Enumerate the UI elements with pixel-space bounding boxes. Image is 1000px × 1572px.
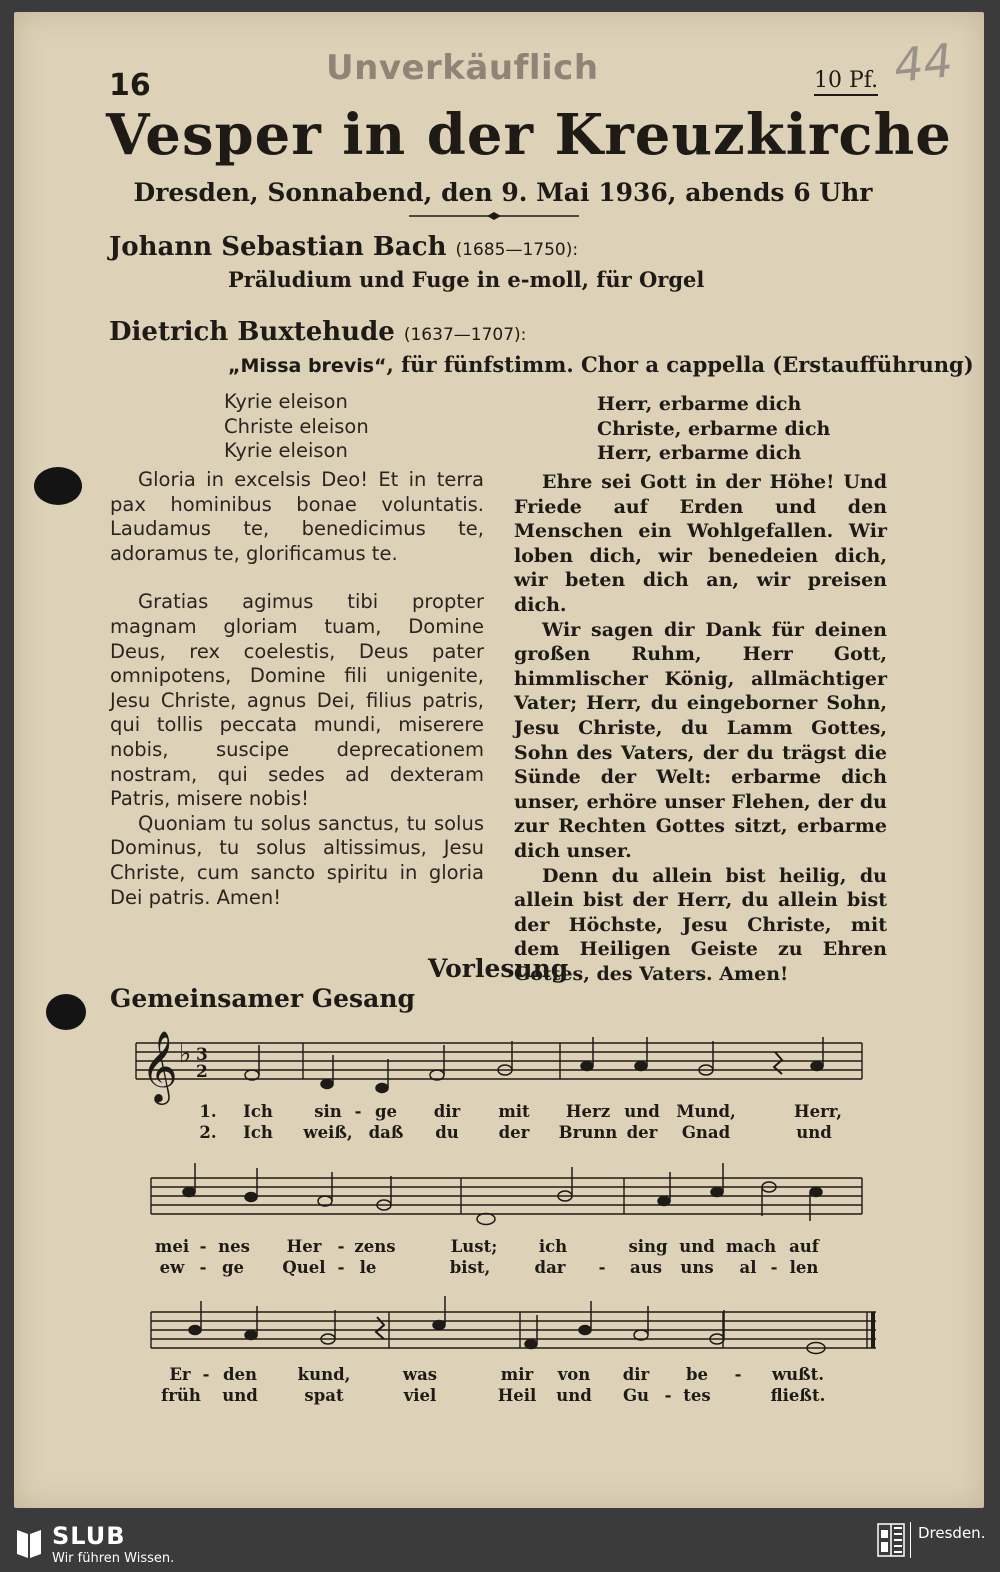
gloria-latin: [110, 468, 484, 910]
lyric-syllable: -: [664, 1386, 672, 1405]
lyric-syllable: ich: [538, 1237, 568, 1256]
lyric-syllable: -: [199, 1237, 207, 1256]
lyric-syllable: le: [359, 1258, 377, 1277]
lyric-syllable: aus: [630, 1258, 662, 1277]
price: 10 Pf.: [814, 68, 878, 96]
composer-bach: [109, 232, 578, 262]
footer-bar: [0, 1516, 1000, 1572]
lyric-syllable: Herr,: [793, 1102, 843, 1121]
staff-3-notes: [189, 1296, 825, 1354]
work-buxtehude: [228, 352, 974, 377]
staff-2-notes: [183, 1163, 822, 1225]
slub-brand[interactable]: SLUB: [52, 1522, 126, 1550]
lyric-syllable: der: [626, 1123, 658, 1142]
page-subtitle: Dresden, Sonnabend, den 9. Mai 1936, abends 6 Uhr: [133, 178, 873, 207]
lyric-syllable: bist,: [449, 1258, 491, 1277]
lyric-syllable: Mund,: [676, 1102, 736, 1121]
work-bach: Präludium und Fuge in e-moll, für Orgel: [228, 267, 705, 292]
gloria-german: [514, 470, 887, 986]
lyric-syllable: be: [685, 1365, 709, 1384]
composer-name: Dietrich Buxtehude: [109, 317, 395, 347]
lyric-syllable: und: [796, 1123, 832, 1142]
document-page: [14, 12, 984, 1508]
lyric-syllable: ew: [159, 1258, 185, 1277]
lyric-syllable: -: [202, 1365, 210, 1384]
lyric-syllable: Brunn: [558, 1123, 618, 1142]
reading-heading: Vorlesung: [428, 954, 569, 983]
german-paragraph: Ehre sei Gott in der Höhe! Und Friede auf Erden und den Menschen ein Wohlgefallen. Wir loben dich, wir benedeien dich, wir beten dich an, wir preisen dich.: [514, 471, 887, 616]
lyric-syllable: und: [556, 1386, 592, 1405]
lyric-syllable: dir: [433, 1102, 461, 1121]
lyric-syllable: Quel: [282, 1258, 326, 1277]
text-line: Kyrie eleison: [224, 390, 348, 413]
lyric-syllable: ge: [221, 1258, 245, 1277]
lyric-syllable: nes: [218, 1237, 250, 1256]
lyric-syllable: mit: [498, 1102, 530, 1121]
slub-tagline: Wir führen Wissen.: [52, 1551, 175, 1566]
lyric-syllable: al: [739, 1258, 757, 1277]
treble-clef-icon: 𝄞: [141, 1029, 178, 1102]
lyric-syllable: uns: [680, 1258, 714, 1277]
text-line: Herr, erbarme dich: [597, 393, 802, 415]
staff-3: [151, 1312, 876, 1348]
lyric-syllable: du: [435, 1123, 459, 1142]
composer-years: (1637—1707):: [403, 325, 527, 345]
unverkaeuflich-stamp: Unverkäuflich: [326, 48, 599, 88]
lyric-syllable: und: [679, 1237, 715, 1256]
staff-1-notes: [245, 1037, 823, 1093]
composer-years: (1685—1750):: [455, 240, 579, 260]
german-paragraph: Denn du allein bist heilig, du allein bist der Herr, du allein bist der Höchste, Jesu Christe, mit dem Heiligen Geiste zu Ehren Gottes, des Vaters. Amen!: [514, 864, 887, 985]
lyric-syllable: Herz: [565, 1102, 611, 1121]
lyric-syllable: auf: [789, 1237, 819, 1256]
slub-logo-icon: [14, 1526, 44, 1560]
lyric-syllable: mir: [500, 1365, 534, 1384]
lyric-syllable: mei: [154, 1237, 190, 1256]
flat-sign-icon: ♭: [179, 1039, 192, 1069]
work-description: , für fünfstimm. Chor a cappella (Erstaufführung): [386, 352, 974, 377]
lyric-syllable: weiß,: [303, 1123, 353, 1142]
handwritten-number: 44: [891, 33, 956, 93]
kyrie-german: [597, 392, 897, 466]
composer-name: Johann Sebastian Bach: [109, 232, 447, 262]
german-paragraph: Wir sagen dir Dank für deinen großen Ruhm, Herr Gott, himmlischer König, allmächtiger Vater; Herr, du eingeborner Sohn, Jesu Christe, du Lamm Gottes, Sohn des Vaters, der du trägst die Sünde der Welt: erbarme dich unser, erhöre unser Flehen, der du zur Rechten Gottes sitzt, erbarme dich unser.: [514, 618, 887, 862]
music-notation: [129, 1017, 879, 1417]
lyric-syllable: dar: [534, 1258, 566, 1277]
kyrie-latin: [224, 390, 464, 464]
composer-buxtehude: [109, 317, 526, 347]
latin-paragraph: Gratias agimus tibi propter magnam gloriam tuam, Domine Deus, rex coelestis, Deus pater omnipotens, Domine fili unigenite, Jesu Christe, agnus Dei, filius patris, qui tollis peccata mundi, miserere nobis, suscipe deprecationem nostram, qui sedes ad dexteram Patris, misere nobis!: [110, 590, 484, 811]
lyric-syllable: kund,: [297, 1365, 351, 1384]
lyric-syllable: und: [222, 1386, 258, 1405]
latin-paragraph: Quoniam tu solus sanctus, tu solus Dominus, tu solus altissimus, Jesu Christe, cum sancto spiritu in gloria Dei patris. Amen!: [110, 811, 484, 909]
lyric-syllable: Lust;: [450, 1237, 498, 1256]
lyric-syllable: von: [557, 1365, 591, 1384]
lyric-syllable: -: [598, 1258, 606, 1277]
lyric-syllable: Her: [286, 1237, 322, 1256]
lyric-syllable: und: [624, 1102, 660, 1121]
lyric-syllable: Gnad: [681, 1123, 731, 1142]
lyric-syllable: fließt.: [770, 1386, 826, 1405]
lyric-syllable: sing: [628, 1237, 668, 1256]
hymn-heading: Gemeinsamer Gesang: [110, 984, 415, 1013]
punch-hole: [34, 467, 82, 505]
lyric-syllable: Ich: [243, 1123, 273, 1142]
verse-number: 2.: [199, 1123, 217, 1142]
lyric-syllable: wußt.: [771, 1365, 825, 1384]
lyric-syllable: -: [354, 1102, 362, 1121]
lyric-syllable: früh: [161, 1386, 201, 1405]
lyric-syllable: Gu: [622, 1386, 650, 1405]
lyric-syllable: tes: [683, 1386, 711, 1405]
text-line: Christe, erbarme dich: [597, 417, 831, 440]
lyric-syllable: -: [770, 1258, 778, 1277]
lyric-syllable: daß: [368, 1123, 404, 1142]
page-number: 16: [109, 68, 151, 103]
lyric-syllable: ge: [374, 1102, 398, 1121]
time-signature-bottom: 2: [196, 1062, 208, 1082]
dresden-logo-text[interactable]: Dresden.: [918, 1524, 986, 1542]
time-signature-top: 3: [196, 1045, 208, 1065]
dresden-coat-of-arms-icon: [876, 1522, 906, 1558]
text-line: Herr, erbarme dich: [597, 442, 802, 465]
work-title: „Missa brevis“: [228, 355, 387, 377]
lyric-syllable: dir: [622, 1365, 650, 1384]
lyric-syllable: -: [199, 1258, 207, 1277]
lyric-syllable: viel: [403, 1386, 437, 1405]
lyric-syllable: -: [734, 1365, 742, 1384]
lyric-syllable: Er: [169, 1365, 191, 1384]
lyric-syllable: sin: [314, 1102, 342, 1121]
lyric-syllable: -: [337, 1237, 345, 1256]
latin-paragraph: Gloria in excelsis Deo! Et in terra pax hominibus bonae voluntatis. Laudamus te, benedicimus te, adoramus te, glorificamus te.: [110, 468, 484, 565]
lyric-syllable: Heil: [497, 1386, 537, 1405]
lyric-syllable: mach: [725, 1237, 777, 1256]
text-line: Christe eleison: [224, 414, 369, 438]
page-title: Vesper in der Kreuzkirche: [106, 102, 952, 168]
verse-number: 1.: [199, 1102, 217, 1121]
ornament-divider: [409, 211, 579, 221]
lyric-syllable: Ich: [243, 1102, 273, 1121]
lyric-syllable: len: [789, 1258, 819, 1277]
lyric-syllable: den: [222, 1365, 258, 1384]
lyric-syllable: spat: [304, 1386, 344, 1405]
punch-hole: [46, 994, 86, 1030]
text-line: Kyrie eleison: [224, 439, 348, 463]
lyric-syllable: der: [498, 1123, 530, 1142]
footer-divider: [910, 1522, 911, 1558]
lyric-syllable: -: [337, 1258, 345, 1277]
lyric-syllable: zens: [354, 1237, 396, 1256]
lyric-syllable: was: [402, 1365, 438, 1384]
